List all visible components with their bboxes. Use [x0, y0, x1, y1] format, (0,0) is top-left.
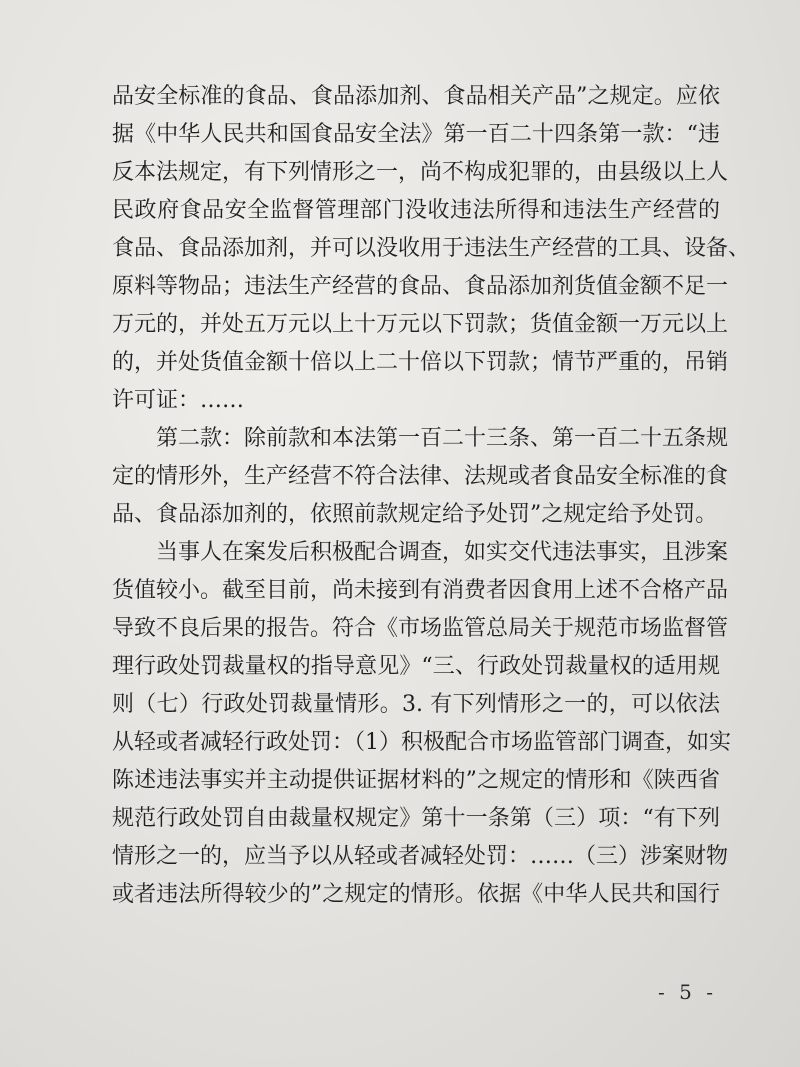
- page-number: - 5 -: [658, 980, 717, 1004]
- text-line: 当事人在案发后积极配合调查，如实交代违法事实，且涉案: [112, 540, 729, 565]
- text-line: 导致不良后果的报告。符合《市场监管总局关于规范市场监督管: [112, 616, 729, 641]
- text-line: 食品、食品添加剂，并可以没收用于违法生产经营的工具、设备、: [112, 236, 751, 261]
- text-line: 第二款：除前款和本法第一百二十三条、第一百二十五条规: [112, 426, 729, 451]
- text-line: 规范行政处罚自由裁量权规定》第十一条第（三）项：“有下列: [112, 806, 720, 831]
- text-line: 反本法规定，有下列情形之一，尚不构成犯罪的，由县级以上人: [112, 160, 729, 185]
- text-line: 万元的，并处五万元以上十万元以下罚款；货值金额一万元以上: [112, 312, 729, 337]
- text-line: 据《中华人民共和国食品安全法》第一百二十四条第一款：“违: [112, 122, 720, 147]
- text-line: 则（七）行政处罚裁量情形。3. 有下列情形之一的，可以依法: [112, 692, 720, 717]
- text-line: 定的情形外，生产经营不符合法律、法规或者食品安全标准的食: [112, 464, 729, 489]
- text-line: 货值较小。截至目前，尚未接到有消费者因食用上述不合格产品: [112, 578, 729, 603]
- text-line: 的，并处货值金额十倍以上二十倍以下罚款；情节严重的，吊销: [112, 350, 729, 375]
- text-line: 原料等物品；违法生产经营的食品、食品添加剂货值金额不足一: [112, 274, 729, 299]
- text-line: 民政府食品安全监督管理部门没收违法所得和违法生产经营的: [112, 198, 720, 223]
- text-line: 情形之一的，应当予以从轻或者减轻处罚：……（三）涉案财物: [112, 844, 729, 869]
- text-line: 理行政处罚裁量权的指导意见》“三、行政处罚裁量权的适用规: [112, 654, 720, 679]
- text-line: 或者违法所得较少的”之规定的情形。依据《中华人民共和国行: [112, 882, 720, 907]
- text-line: 许可证：……: [112, 388, 245, 413]
- text-line: 品、食品添加剂的，依照前款规定给予处罚”之规定给予处罚。: [112, 502, 718, 527]
- document-body: [112, 78, 751, 914]
- text-line: 品安全标准的食品、食品添加剂、食品相关产品”之规定。应依: [112, 84, 720, 109]
- text-line: 陈述违法事实并主动提供证据材料的”之规定的情形和《陕西省: [112, 768, 720, 793]
- text-line: 从轻或者减轻行政处罚：（1）积极配合市场监管部门调查，如实: [112, 730, 731, 755]
